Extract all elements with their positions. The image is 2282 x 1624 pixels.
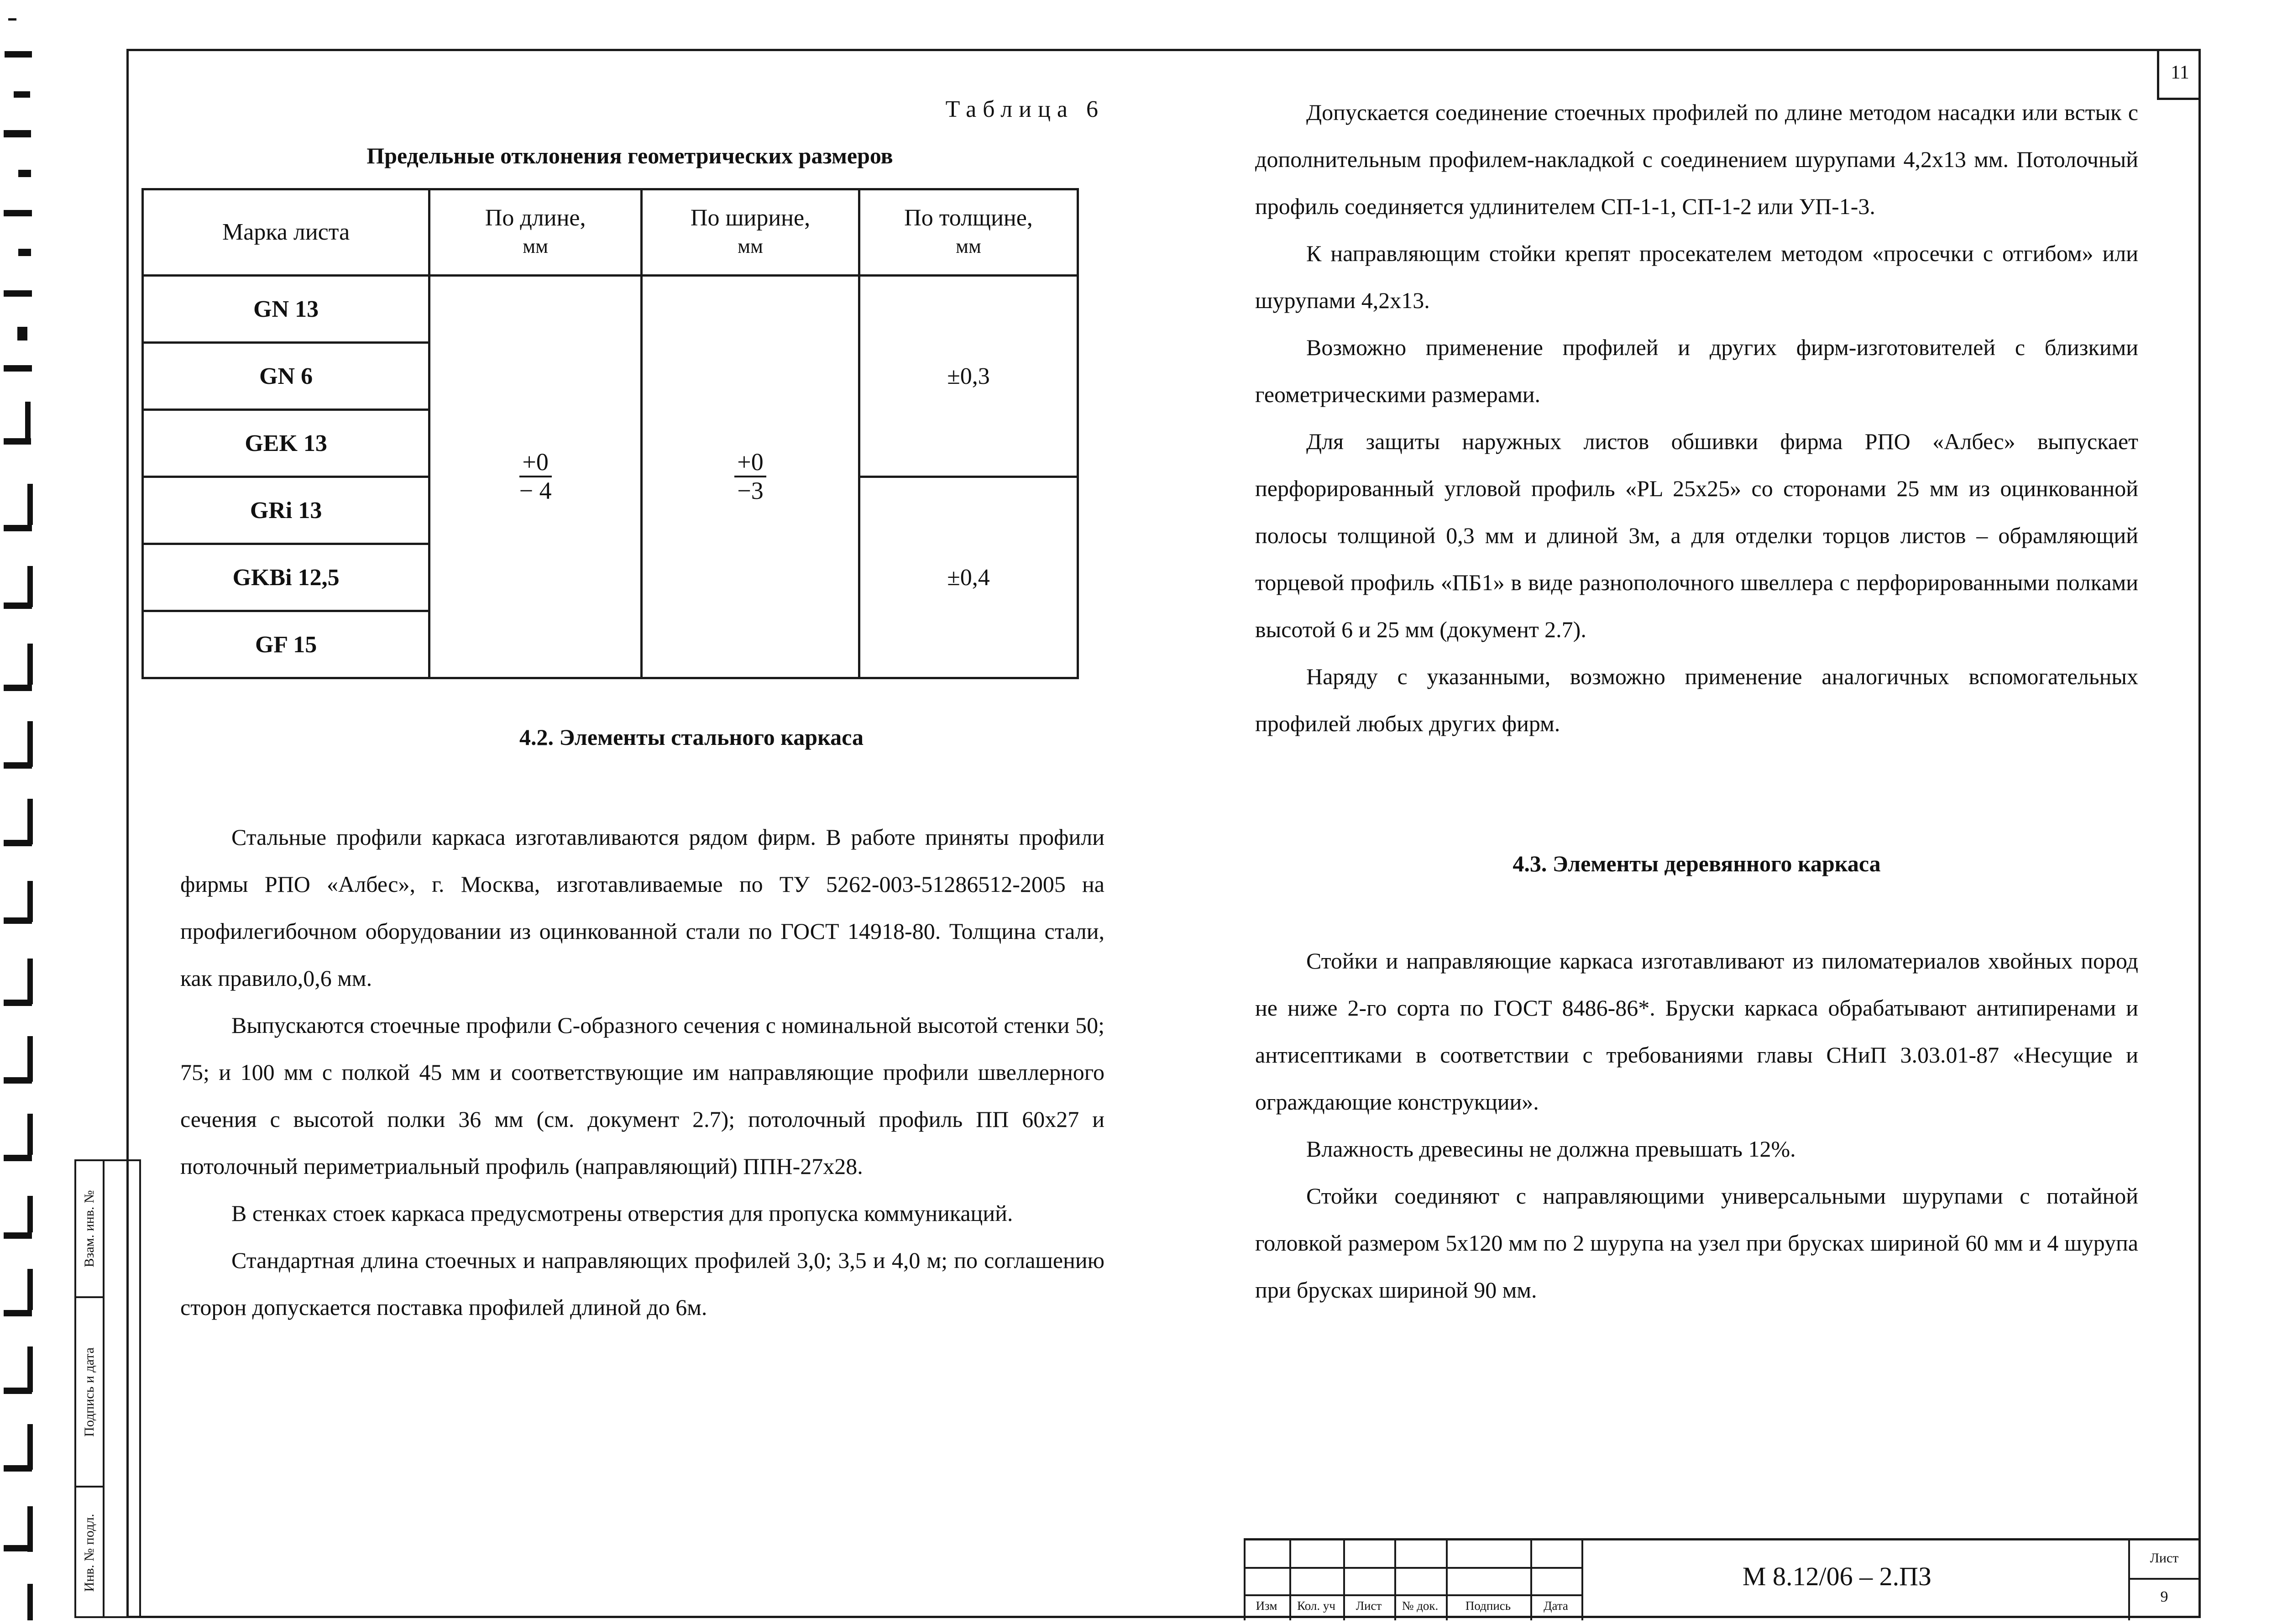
length-tolerance: $\frac{+0}{- 4}$ xyxy=(519,448,552,505)
width-tolerance: $\frac{+0}{-3}$ xyxy=(734,449,766,505)
section-43-paragraph: Стойки и направляющие каркаса изготавливают из пиломатериалов хвойных пород не ниже 2-го сорта по ГОСТ 8486-86*. Бруски каркаса обрабатывают антипиренами и антисептиками в соответствии с требованиями главы СНиП 3.03.01-87 «Несущие и ограждающие конструкции». xyxy=(1255,948,2138,1115)
table-caption: Таблица 6 xyxy=(945,96,1104,122)
deviation-table xyxy=(141,188,1079,679)
title-block-label: Изм xyxy=(1256,1599,1277,1613)
title-block-line xyxy=(1244,1594,1581,1596)
section-42-paragraph: Стандартная длина стоечных и направляющих профилей 3,0; 3,5 и 4,0 м; по соглашению сторон допускается поставка профилей длиной до 6м. xyxy=(180,1247,1104,1320)
mark-cell: GEK 13 xyxy=(143,410,429,477)
side-stamp xyxy=(74,1159,141,1618)
section-43-heading: 4.3. Элементы деревянного каркаса xyxy=(1513,851,1881,876)
section-43-paragraph: Влажность древесины не должна превышать 12%. xyxy=(1306,1136,1796,1162)
section-43-body xyxy=(1255,938,2138,1314)
title-block-label: Лист xyxy=(1356,1599,1382,1613)
section-42-paragraph: В стенках стоек каркаса предусмотрены отверстия для пропуска коммуникаций. xyxy=(231,1200,1013,1226)
thickness-tolerance-cell-1: ±0,3 xyxy=(859,276,1078,477)
page-number: 11 xyxy=(2171,62,2189,83)
section-43-paragraph: Стойки соединяют с направляющими универсальными шурупами с потайной головкой размером 5х120 мм по 2 шурупа на узел при брусках шириной 60 мм и 4 шурупа при брусках шириной 90 мм. xyxy=(1255,1183,2138,1303)
thickness-tolerance-cell-2: ±0,4 xyxy=(859,477,1078,678)
side-cell-podpis xyxy=(76,1298,103,1488)
title-block-label: Кол. уч xyxy=(1297,1599,1335,1613)
page-number-box xyxy=(2157,49,2201,100)
sheet-label: Лист xyxy=(2150,1551,2179,1566)
right-top-body xyxy=(1255,89,2138,747)
section-42-paragraph: Выпускаются стоечные профили С-образного сечения с номинальной высотой стенки 50; 75; и 100 мм с полкой 45 мм и соответствующие им направляющие профили швеллерного сечения с высотой полки 36 мм (см. документ 2.7); потолочный профиль ПП 60х27 и потолочный периметриальный профиль (направляющий) ППН-27х28. xyxy=(180,1012,1104,1179)
right-paragraph: К направляющим стойки крепят просекателем методом «просечки с отгибом» или шурупами 4,2х13. xyxy=(1255,241,2138,313)
title-block xyxy=(1244,1538,2201,1620)
header-mark: Марка листа xyxy=(143,189,429,276)
width-tolerance-cell xyxy=(642,276,859,678)
length-tolerance-cell xyxy=(429,276,642,678)
title-block-label: Дата xyxy=(1544,1599,1568,1613)
side-cell-vzam xyxy=(76,1161,103,1298)
side-label-inv: Инв. № подл. xyxy=(82,1514,97,1592)
title-block-label: Подпись xyxy=(1465,1599,1511,1613)
header-width: По ширине, мм xyxy=(642,189,859,276)
document-code: М 8.12/06 – 2.ПЗ xyxy=(1742,1561,1932,1591)
side-label-podpis: Подпись и дата xyxy=(82,1347,97,1437)
table-title: Предельные отклонения геометрических размеров xyxy=(366,143,893,168)
mark-cell: GN 6 xyxy=(143,343,429,410)
header-thickness: По толщине, мм xyxy=(859,189,1078,276)
right-paragraph: Возможно применение профилей и других фирм-изготовителей с близкими геометрическими размерами. xyxy=(1255,335,2138,407)
mark-cell: GF 15 xyxy=(143,611,429,678)
side-label-vzam: Взам. инв. № xyxy=(82,1190,97,1268)
mark-cell: GRi 13 xyxy=(143,477,429,544)
side-stamp-divider xyxy=(103,1161,105,1616)
right-paragraph: Для защиты наружных листов обшивки фирма РПО «Албес» выпускает перфорированный угловой профиль «PL 25х25» со сторонами 25 мм из оцинкованной полосы толщиной 0,3 мм и длиной 3м, а для отделки торцов листов – обрамляющий торцевой профиль «ПБ1» в виде разнополочного швеллера с перфорированными полками высотой 6 и 25 мм (документ 2.7). xyxy=(1255,429,2138,642)
title-block-label: № док. xyxy=(1402,1599,1439,1613)
title-block-line xyxy=(1581,1540,1583,1620)
title-block-line xyxy=(1244,1567,1581,1569)
section-42-paragraph: Стальные профили каркаса изготавливаются рядом фирм. В работе приняты профили фирмы РПО «Албес», г. Москва, изготавливаемые по ТУ 5262-003-51286512-2005 на профилегибочном оборудовании из оцинкованной стали по ГОСТ 14918-80. Толщина стали, как правило,0,6 мм. xyxy=(180,824,1104,991)
mark-cell: GN 13 xyxy=(143,276,429,343)
right-paragraph: Наряду с указанными, возможно применение аналогичных вспомогательных профилей любых других фирм. xyxy=(1255,664,2138,736)
sheet-number: 9 xyxy=(2160,1588,2168,1605)
side-cell-inv xyxy=(76,1488,103,1618)
title-block-line xyxy=(2128,1578,2201,1580)
header-length: По длине, мм xyxy=(429,189,642,276)
table-header-row xyxy=(143,189,1078,276)
mark-cell: GKBi 12,5 xyxy=(143,544,429,611)
right-paragraph: Допускается соединение стоечных профилей по длине методом насадки или встык с дополнительным профилем-накладкой с соединением шурупами 4,2х13 мм. Потолочный профиль соединяется удлинителем СП-1-1, СП-1-2 или УП-1-3. xyxy=(1255,100,2138,219)
section-42-body xyxy=(180,814,1104,1331)
section-42-heading: 4.2. Элементы стального каркаса xyxy=(519,724,864,750)
table-row xyxy=(143,276,1078,343)
